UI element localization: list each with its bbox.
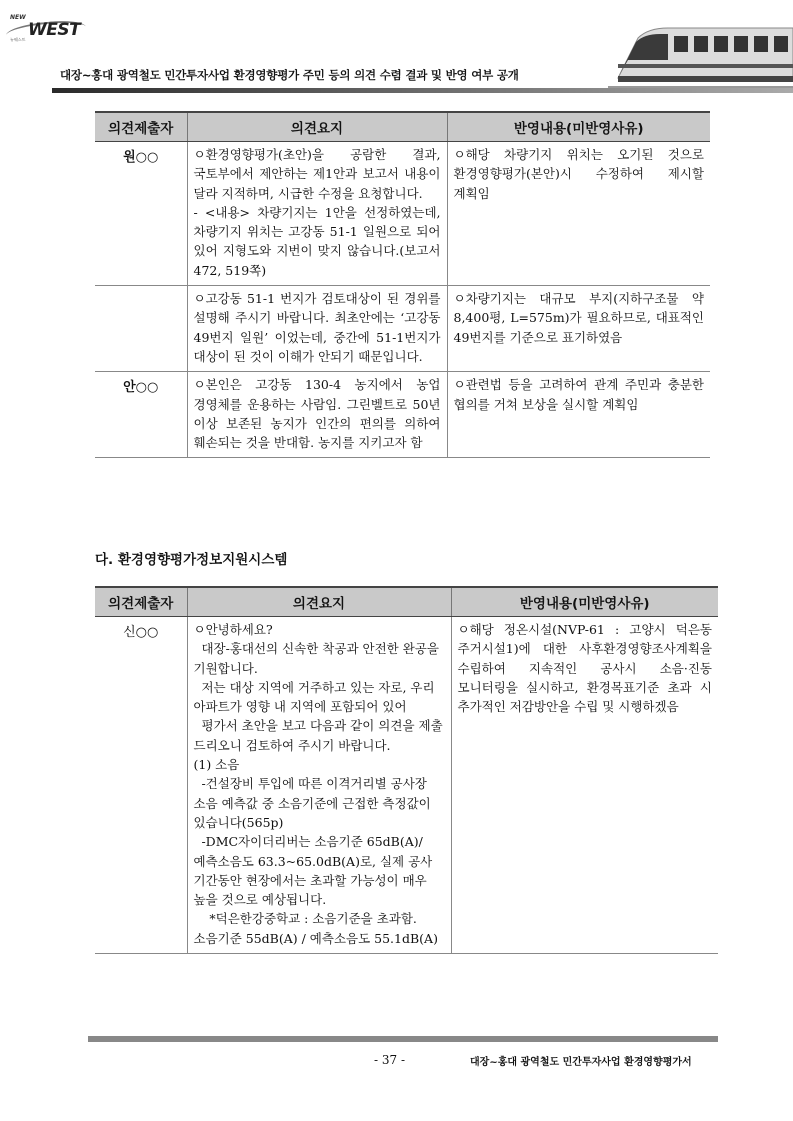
opinion-cell [187, 372, 447, 458]
response-cell [451, 617, 718, 954]
column-header-submitter: 의견제출자 [95, 587, 187, 617]
submitter-cell: 원○○ [95, 142, 187, 286]
submitter-cell: 신○○ [95, 617, 187, 954]
response-cell [447, 286, 710, 372]
response-cell [447, 372, 710, 458]
opinion-cell [187, 286, 447, 372]
opinion-text: ㅇ고강동 51-1 번지가 검토대상이 된 경위를 설명해 주시기 바랍니다. 최초안에는 ‘고강동 49번지 일원’ 이었는데, 중간에 51-1번지가 대상이 된 것이 이해가 안되기 때문입니다. [193, 291, 445, 364]
table-header-row [95, 112, 710, 142]
footer-title: 대장~홍대 광역철도 민간투자사업 환경영향평가서 [470, 1057, 692, 1068]
response-text: ㅇ해당 차량기지 위치는 오기된 것으로 환경영향평가(본안)시 수정하여 제시할 계획임 [453, 147, 708, 201]
opinion-text: ㅇ본인은 고강동 130-4 농지에서 농업 경영체를 운용하는 사람임. 그린벨트로 50년 이상 보존된 농지가 인간의 편의를 의하여 훼손되는 것을 반대함. 농지를 지키고자 함 [193, 377, 445, 451]
opinion-text: ㅇ안녕하세요? 대장-홍대선의 신속한 착공과 안전한 완공을 기원합니다. 저는 대상 지역에 거주하고 있는 자로, 우리 아파트가 영향 내 지역에 포함되어 있어 평가서 초안을 보고 다음과 같이 의견을 제출 드리오니 검토하여 주시기 바랍니다. (1) 소음 -건설장비 투입에 따른 이격거리별 공사장 소음 예측값 중 소음기준에 근접한 측정값이 있습니다(565p) -DMC자이더리버는 소음기준 65dB(A)/ 예측소음도 63.3~65.0dB(A)로, 실제 공사 기간동안 현장에서는 초과할 가능성이 매우 높을 것으로 예상됩니다. *덕은한강중학교 : 소음기준을 초과함. 소음기준 55dB(A) / 예측소음도 55.1dB(A) [193, 622, 443, 946]
table-row [95, 142, 710, 286]
footer-divider [88, 1036, 718, 1042]
table-row [95, 286, 710, 372]
opinion-cell [187, 617, 451, 954]
column-header-response: 반영내용(미반영사유) [447, 112, 710, 142]
column-header-opinion: 의견요지 [187, 112, 447, 142]
header-title: 대장~홍대 광역철도 민간투자사업 환경영향평가 주민 등의 의견 수렴 결과 및 반영 여부 공개 [60, 68, 519, 82]
response-text: ㅇ관련법 등을 고려하여 관계 주민과 충분한 협의를 거쳐 보상을 실시할 계획임 [453, 377, 708, 412]
submitter-cell [95, 286, 187, 372]
column-header-opinion: 의견요지 [187, 587, 451, 617]
response-cell [447, 142, 710, 286]
submitter-cell: 안○○ [95, 372, 187, 458]
logo-west-text: WEST [28, 20, 81, 40]
logo-sub-text: 뉴웨스트 [10, 37, 26, 42]
opinion-table-2 [95, 586, 718, 954]
logo [6, 8, 96, 42]
table-header-row [95, 587, 718, 617]
table-row [95, 617, 718, 954]
opinion-text: ㅇ환경영향평가(초안)을 공람한 결과, 국토부에서 제안하는 제1안과 보고서 내용이 달라 지적하며, 시급한 수정을 요청합니다. - <내용> 차량기지는 1안을 선정하였는데, 차량기지 위치는 고강동 51-1 일원으로 되어 있어 지형도와 지번이 맞지 않습니다.(보고서 472, 519쪽) [193, 147, 441, 278]
response-text: ㅇ해당 정온시설(NVP-61 : 고양시 덕은동 주거시설1)에 대한 사후환경영향조사계획을 수립하여 지속적인 공사시 소음·진동 모니터링을 실시하고, 환경목표기준 초과 시 추가적인 저감방안을 수립 및 시행하겠음 [457, 622, 716, 715]
column-header-response: 반영내용(미반영사유) [451, 587, 718, 617]
column-header-submitter: 의견제출자 [95, 112, 187, 142]
logo-new-text: NEW [10, 14, 26, 21]
header-divider [52, 88, 793, 93]
table-row [95, 372, 710, 458]
opinion-cell [187, 142, 447, 286]
response-text: ㅇ차량기지는 대규모 부지(지하구조물 약 8,400평, L=575m)가 필요하므로, 대표적인 49번지를 기준으로 표기하였음 [453, 291, 708, 345]
opinion-table-1 [95, 111, 710, 458]
section-title: 다. 환경영향평가정보지원시스템 [95, 552, 288, 568]
train-illustration [608, 8, 793, 92]
page-number: - 37 - [374, 1053, 406, 1067]
